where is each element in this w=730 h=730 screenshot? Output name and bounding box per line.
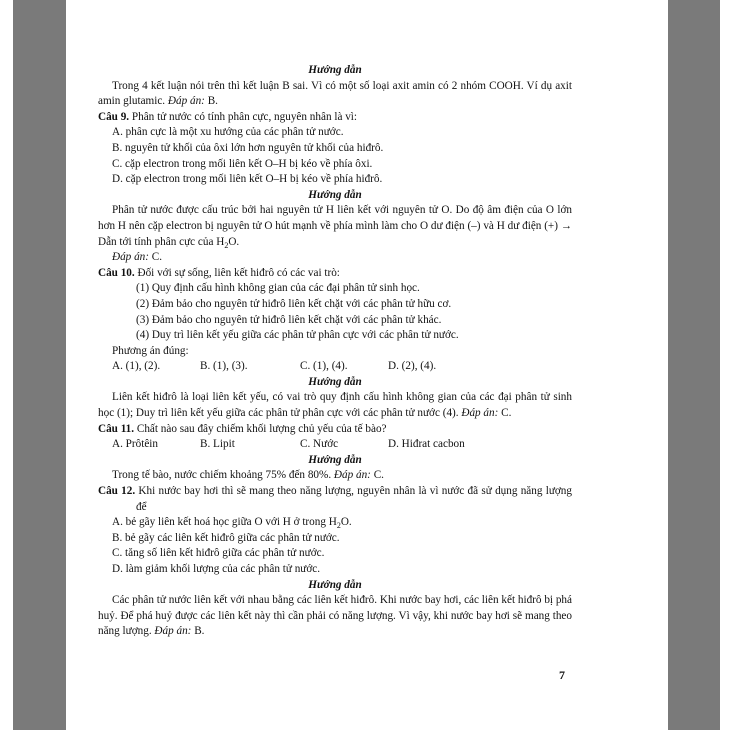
option-d: D. cặp electron trong mối liên kết O–H bị kéo về phía hiđrô.: [112, 173, 383, 186]
answer-line: Đáp án: C.: [112, 251, 163, 264]
option-a: A. phân cực là một xu hướng của các phân tử nước.: [112, 126, 344, 139]
guide-heading: Hướng dẫn: [308, 64, 362, 76]
viewer-left-gutter: [13, 0, 66, 730]
viewer-right-gutter: [668, 0, 720, 730]
statement-2: (2) Đảm bảo cho nguyên tử hiđrô liên kết chặt với các phân tử hữu cơ.: [136, 297, 452, 310]
question-12: Câu 12. Khi nước bay hơi thì sẽ mang theo năng lượng, nguyên nhân là vì nước đã sử dụng năng lượng để: [98, 485, 572, 513]
statement-4: (4) Duy trì liên kết yếu giữa các phân tử phân cực với các phân tử nước.: [136, 329, 459, 342]
page-content: [98, 63, 572, 640]
option-d: D. (2), (4).: [388, 360, 437, 373]
option-c: C. tăng số liên kết hiđrô giữa các phân tử nước.: [112, 547, 325, 560]
option-a: A. Prôtêin: [112, 438, 158, 451]
guide-paragraph: Liên kết hiđrô là loại liên kết yếu, có vai trò quy định cấu hình không gian của các đại phân tử sinh học (1); Duy trì liên kết yếu giữa các phân tử phân cực với các phân tử nước (4). Đáp án: C.: [98, 391, 572, 420]
option-b: B. nguyên tử khối của ôxi lớn hơn nguyên tử khối của hiđrô.: [112, 141, 384, 154]
statement-1: (1) Quy định cấu hình không gian của các đại phân tử sinh học.: [136, 282, 420, 295]
guide-paragraph: Trong 4 kết luận nói trên thì kết luận B sai. Vì có một số loại axit amin có 2 nhóm COOH. Ví dụ axit amin glutamic. Đáp án: B.: [98, 79, 572, 108]
option-b: B. (1), (3).: [200, 360, 248, 373]
option-b: B. Lipit: [200, 438, 235, 451]
option-c: C. cặp electron trong mối liên kết O–H bị kéo về phía ôxi.: [112, 157, 373, 170]
question-10: Câu 10. Đối với sự sống, liên kết hiđrô có các vai trò:: [98, 266, 340, 279]
statement-3: (3) Đảm bảo cho nguyên tử hiđrô liên kết chặt với các phân tử khác.: [136, 313, 442, 326]
option-d: D. Hiđrat cacbon: [388, 438, 465, 451]
guide-paragraph: Phân tử nước được cấu trúc bởi hai nguyên tử H liên kết với nguyên tử O. Do độ âm điện của O lớn hơn H nên cặp electron bị nguyên tử O hút mạnh về phía mình làm cho O dư điện (–) và H dư điện (+) → Dẫn tới tính phân cực của $H_2O$.: [98, 204, 572, 250]
option-b: B. bẻ gãy các liên kết hiđrô giữa các phân tử nước.: [112, 531, 340, 544]
guide-heading: Hướng dẫn: [308, 188, 362, 201]
page-number: 7: [559, 668, 565, 682]
guide-heading: Hướng dẫn: [308, 375, 362, 388]
guide-paragraph: Trong tế bào, nước chiếm khoảng 75% đến 80%. Đáp án: C.: [112, 469, 384, 482]
options-row: [98, 359, 572, 375]
option-d: D. làm giảm khối lượng của các phân tử nước.: [112, 563, 321, 575]
option-c: C. Nước: [300, 438, 339, 451]
option-a: A. bẻ gãy liên kết hoá học giữa O với H ở trong $H_2O$.: [112, 516, 352, 531]
options-row: [98, 437, 572, 453]
option-c: C. (1), (4).: [300, 360, 348, 373]
guide-paragraph: Các phân tử nước liên kết với nhau bằng các liên kết hiđrô. Khi nước bay hơi, các liên kết hiđrô bị phá huỷ. Để phá huỷ được các liên kết này thì cần phải có năng lượng. Vì vậy, khi nước bay hơi sẽ mang theo năng lượng. Đáp án: B.: [98, 594, 572, 638]
options-prompt: Phương án đúng:: [112, 344, 189, 357]
question-11: Câu 11. Chất nào sau đây chiếm khối lượng chủ yếu của tế bào?: [98, 422, 387, 435]
option-a: A. (1), (2).: [112, 360, 161, 373]
guide-heading: Hướng dẫn: [308, 453, 362, 466]
question-9: Câu 9. Phân tử nước có tính phân cực, nguyên nhân là vì:: [98, 110, 358, 123]
guide-heading: Hướng dẫn: [308, 578, 362, 591]
